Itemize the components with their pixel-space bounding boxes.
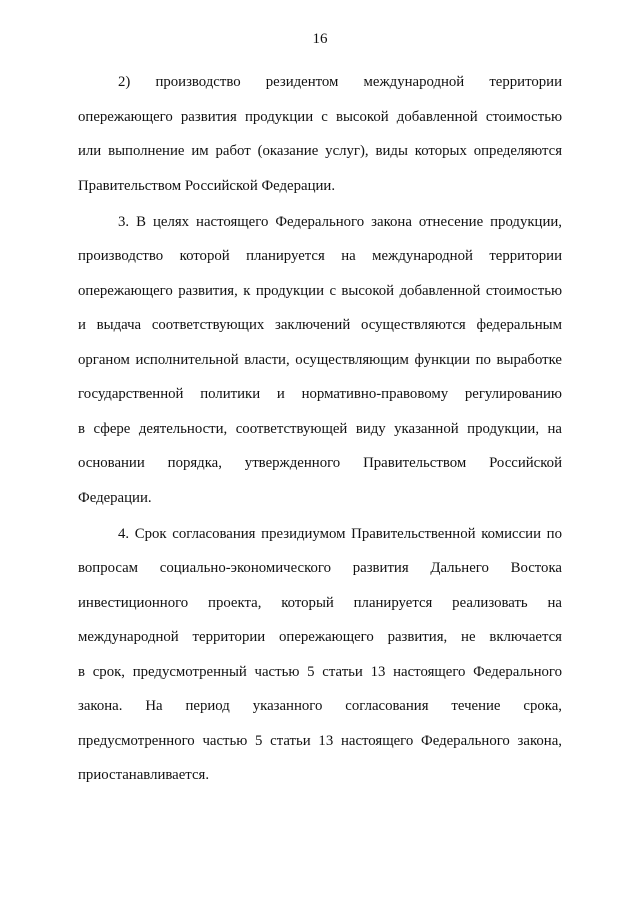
text-line: опережающего развития, к продукции с высокой добавленной стоимостью	[78, 282, 562, 299]
text-line: приостанавливается.	[78, 767, 210, 783]
text-line: государственной политики и нормативно-правовому регулированию	[78, 386, 562, 402]
text-line: или выполнение им работ (оказание услуг), виды которых определяются	[78, 143, 562, 159]
text-line: опережающего развития продукции с высокой добавленной стоимостью	[78, 108, 562, 125]
paragraph-3	[78, 207, 562, 518]
text-line: основании порядка, утвержденного Правительством Российской	[78, 455, 562, 471]
text-line: 3. В целях настоящего Федерального закона отнесение продукции,	[118, 213, 562, 230]
paragraph-4	[78, 519, 562, 795]
text-line: предусмотренного частью 5 статьи 13 настоящего Федерального закона,	[78, 732, 562, 749]
text-line: в сфере деятельности, соответствующей виду указанной продукции, на	[78, 420, 562, 437]
text-line: производство которой планируется на международной территории	[78, 248, 562, 264]
text-line: в срок, предусмотренный частью 5 статьи 13 настоящего Федерального	[78, 663, 562, 680]
document-body	[78, 67, 562, 795]
text-line: закона. На период указанного согласования течение срока,	[78, 698, 562, 714]
page-number: 16	[312, 31, 328, 47]
text-line: Федерации.	[78, 489, 152, 506]
text-line: инвестиционного проекта, который планируется реализовать на	[78, 594, 562, 611]
paragraph-item-2	[78, 67, 562, 205]
text-line: 4. Срок согласования президиумом Правительственной комиссии по	[118, 525, 562, 542]
text-line: и выдача соответствующих заключений осуществляются федеральным	[78, 317, 562, 333]
text-line: 2) производство резидентом международной территории	[118, 74, 562, 90]
text-line: Правительством Российской Федерации.	[78, 177, 336, 194]
text-line: органом исполнительной власти, осуществляющим функции по выработке	[78, 351, 562, 368]
text-line: вопросам социально-экономического развития Дальнего Востока	[78, 560, 562, 576]
text-line: международной территории опережающего развития, не включается	[78, 629, 562, 645]
